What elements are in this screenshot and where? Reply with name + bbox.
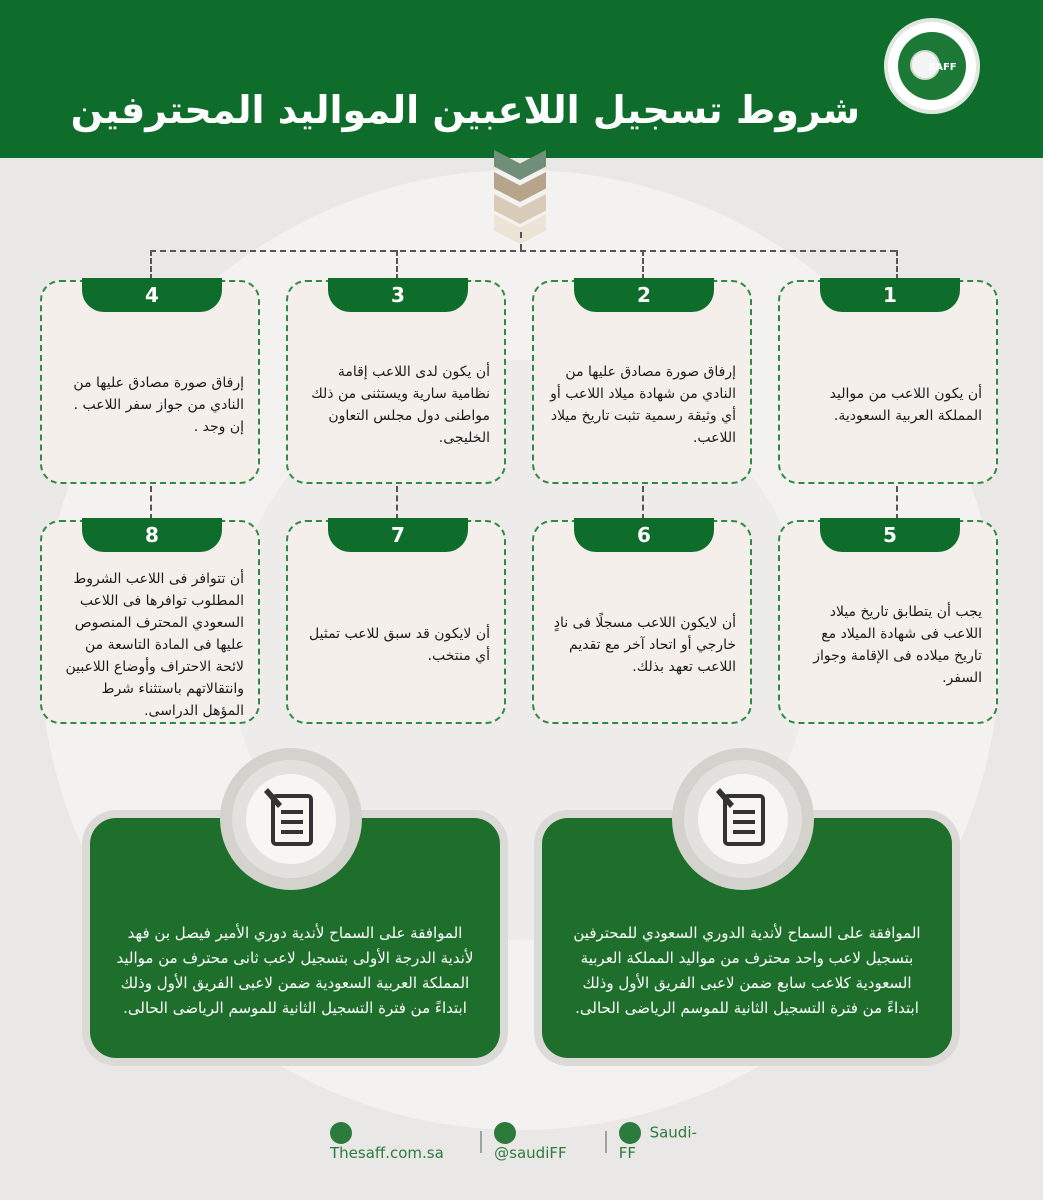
document-edit-icon <box>246 774 336 864</box>
document-edit-icon <box>698 774 788 864</box>
condition-card-8 <box>40 520 260 724</box>
divider <box>480 1131 482 1153</box>
condition-number: 3 <box>328 278 468 312</box>
connector-line <box>396 486 398 520</box>
logo-text: SAFF <box>928 62 957 73</box>
website-text: Thesaff.com.sa <box>330 1144 444 1162</box>
approval-text: الموافقة على السماح لأندية دوري الأمير فيصل بن فهد لأندية الدرجة الأولى بتسجيل لاعب ثانى محترف من مواليد المملكة العربية السعودية ضمن لاعبى الفريق الأول وذلك ابتداءً من فترة التسجيل الثانية للموسم الرياضى الحالى. <box>116 924 474 1017</box>
condition-card-4 <box>40 280 260 484</box>
condition-number: 8 <box>82 518 222 552</box>
condition-number: 4 <box>82 278 222 312</box>
twitter-icon <box>494 1122 516 1144</box>
condition-text: أن يكون لدى اللاعب إقامة نظامية سارية ويستثنى من ذلك مواطنى دول مجلس التعاون الخليجى. <box>311 364 490 446</box>
condition-number: 7 <box>328 518 468 552</box>
connector-line <box>396 250 398 280</box>
condition-text: إرفاق صورة مصادق عليها من النادي من شهادة ميلاد اللاعب أو أي وثيقة رسمية تثبت تاريخ ميلاد اللاعب. <box>550 364 736 446</box>
condition-number: 5 <box>820 518 960 552</box>
approval-text: الموافقة على السماح لأندية الدوري السعودي للمحترفين بتسجيل لاعب واحد محترف من مواليد المملكة العربية السعودية كلاعب سابع ضمن لاعبى الفريق الأول وذلك ابتداءً من فترة التسجيل الثانية للموسم الرياضى الحالى. <box>573 924 921 1017</box>
divider <box>605 1131 607 1153</box>
condition-card-2 <box>532 280 752 484</box>
condition-number: 1 <box>820 278 960 312</box>
condition-text: يجب أن يتطابق تاريخ ميلاد اللاعب فى شهادة الميلاد مع تاريخ ميلاده فى الإقامة وجواز السفر. <box>813 604 982 686</box>
condition-card-3 <box>286 280 506 484</box>
document-icon-ring <box>232 760 350 878</box>
document-icon-bg <box>698 774 788 864</box>
condition-text: أن لايكون اللاعب مسجلًا فى نادٍ خارجي أو اتحاد آخر مع تقديم اللاعب تعهد بذلك. <box>553 615 736 675</box>
condition-number: 6 <box>574 518 714 552</box>
twitter-link[interactable] <box>494 1122 593 1162</box>
snapchat-handle: Saudi-FF <box>618 1123 697 1162</box>
snapchat-link[interactable] <box>619 1122 710 1162</box>
condition-number: 2 <box>574 278 714 312</box>
condition-text: إرفاق صورة مصادق عليها من النادي من جواز سفر اللاعب . إن وجد . <box>73 375 244 435</box>
globe-icon <box>330 1122 352 1144</box>
connector-line <box>150 250 896 252</box>
connector-line <box>642 250 644 280</box>
connector-line <box>642 486 644 520</box>
connector-line <box>150 250 152 280</box>
page-title: شروط تسجيل اللاعبين المواليد المحترفين <box>70 88 860 132</box>
condition-card-7 <box>286 520 506 724</box>
website-link[interactable] <box>330 1122 468 1162</box>
condition-text: أن لايكون قد سبق للاعب تمثيل أي منتخب. <box>309 626 490 664</box>
condition-text: أن يكون اللاعب من مواليد المملكة العربية السعودية. <box>829 386 982 424</box>
document-icon-bg <box>246 774 336 864</box>
document-icon-ring <box>684 760 802 878</box>
connector-line <box>520 232 522 250</box>
condition-text: أن تتوافر فى اللاعب الشروط المطلوب توافرها فى اللاعب السعودي المحترف المنصوص عليها فى المادة التاسعة من لائحة الاحتراف وأوضاع اللاعبين وانتقالاتهم باستثناء شرط المؤهل الدراسى. <box>65 571 244 719</box>
condition-card-5 <box>778 520 998 724</box>
condition-card-6 <box>532 520 752 724</box>
connector-line <box>896 250 898 280</box>
twitter-handle: @saudiFF <box>494 1144 567 1162</box>
snapchat-icon <box>619 1122 641 1144</box>
connector-line <box>150 486 152 520</box>
footer-social <box>330 1123 710 1162</box>
condition-card-1 <box>778 280 998 484</box>
saff-logo <box>888 22 976 110</box>
connector-line <box>896 486 898 520</box>
